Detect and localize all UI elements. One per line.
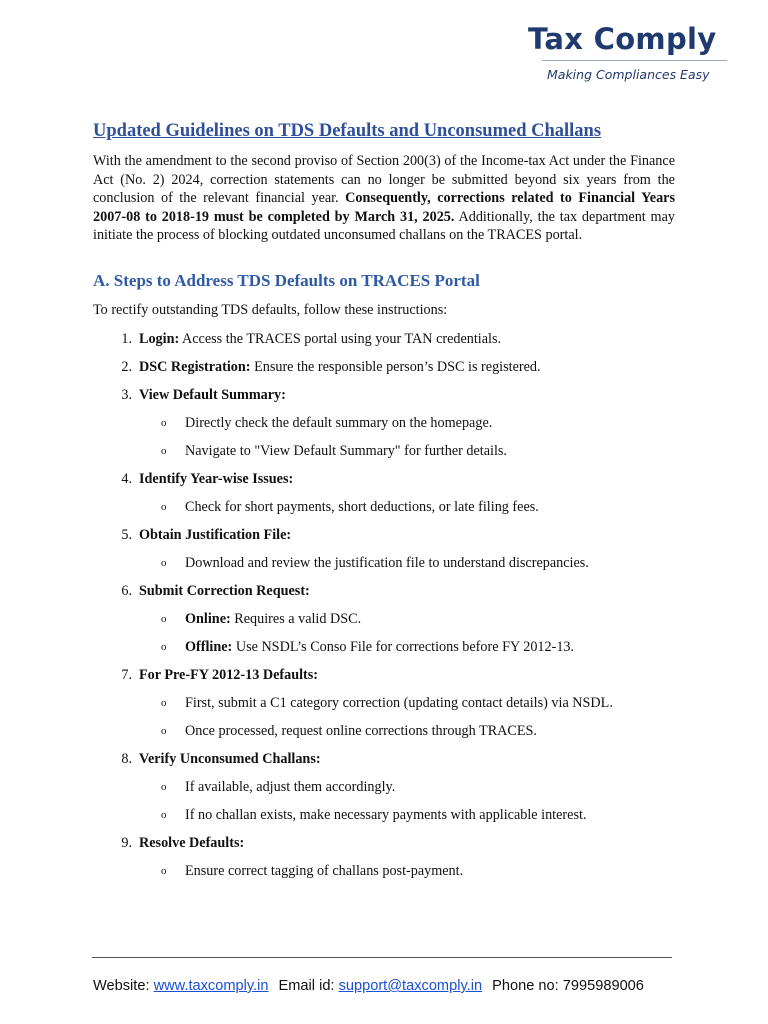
step-number: 5.: [121, 527, 132, 543]
step-text: Access the TRACES portal using your TAN credentials.: [179, 331, 502, 347]
bullet-icon: o: [161, 557, 167, 569]
sub-item-text: Check for short payments, short deductions, or late filing fees.: [185, 499, 539, 515]
step-number: 9.: [121, 835, 132, 851]
step-label: For Pre-FY 2012-13 Defaults:: [139, 667, 319, 683]
step-item: [139, 330, 501, 348]
sub-item-text: Ensure correct tagging of challans post-payment.: [185, 863, 464, 879]
intro-text-run: the tax department may initiate the process of blocking outdated unconsumed challans on the: [93, 208, 675, 244]
intro-text-run: Consequently, corrections related to: [345, 190, 572, 207]
logo-divider: [542, 60, 727, 61]
sub-item: [185, 638, 574, 656]
instructions-lead: To rectify outstanding TDS defaults, follow these instructions:: [93, 302, 448, 318]
bullet-icon: o: [161, 865, 167, 877]
document-title: Updated Guidelines on TDS Defaults and Unconsumed Challans: [93, 121, 602, 141]
bullet-icon: o: [161, 809, 167, 821]
step-item: [139, 470, 293, 488]
bullet-icon: o: [161, 613, 167, 625]
intro-text-run: Financial Years 2007-08 to 2018-19 must be completed by March 31, 2025.: [93, 190, 675, 225]
step-label: DSC Registration:: [139, 359, 251, 375]
footer: [93, 978, 644, 994]
sub-item-label: Offline:: [185, 639, 233, 655]
sub-item: [185, 442, 507, 460]
step-label: Identify Year-wise Issues:: [139, 471, 294, 487]
step-label: Resolve Defaults:: [139, 835, 245, 851]
sub-item: [185, 778, 395, 796]
bullet-icon: o: [161, 445, 167, 457]
step-number: 4.: [121, 471, 132, 487]
sub-item-label: Online:: [185, 611, 231, 627]
intro-text-run: Additionally,: [454, 208, 533, 225]
intro-text-run: TRACES portal.: [487, 227, 583, 244]
step-item: [139, 386, 286, 404]
sub-item-text: Once processed, request online corrections through TRACES.: [185, 723, 537, 739]
sub-item-text: Navigate to "View Default Summary" for further details.: [185, 443, 507, 459]
sub-item: [185, 498, 539, 516]
bullet-icon: o: [161, 725, 167, 737]
intro-text-run: from the conclusion of the relevant financial year.: [93, 171, 675, 207]
step-item: [139, 526, 291, 544]
step-number: 6.: [121, 583, 132, 599]
bullet-icon: o: [161, 697, 167, 709]
bullet-icon: o: [161, 781, 167, 793]
intro-text-run: With the amendment to the second proviso of Section 200(3) of the Income-tax Act under the: [93, 153, 627, 169]
sub-item-text: If available, adjust them accordingly.: [185, 779, 396, 795]
email-link[interactable]: support@taxcomply.in: [338, 978, 483, 994]
sub-item-text: Requires a valid DSC.: [230, 611, 362, 627]
step-item: [139, 666, 318, 684]
step-number: 7.: [121, 667, 132, 683]
logo: [528, 22, 728, 82]
step-item: [139, 750, 321, 768]
bullet-icon: o: [161, 501, 167, 513]
sub-item: [185, 806, 586, 824]
intro-paragraph: [93, 152, 675, 245]
step-number: 1.: [121, 331, 132, 347]
logo-tagline: Making Compliances Easy: [547, 67, 710, 82]
step-label: Obtain Justification File:: [139, 527, 292, 543]
bullet-icon: o: [161, 417, 167, 429]
sub-item-text: First, submit a C1 category correction (updating contact details) via NSDL.: [185, 695, 613, 711]
sub-item: [185, 694, 613, 712]
footer-divider: [92, 957, 672, 958]
phone-label: Phone no:: [492, 978, 559, 994]
intro-text-run: Finance Act (No. 2) 2024, correction statements can no longer be submitted beyond six years: [93, 153, 675, 188]
step-item: [139, 582, 310, 600]
website-label: Website:: [93, 978, 150, 994]
sub-item-text: Use NSDL’s Conso File for corrections before FY 2012-13.: [232, 639, 575, 655]
bullet-icon: o: [161, 641, 167, 653]
sub-item-text: Download and review the justification file to understand discrepancies.: [185, 555, 589, 571]
step-label: Verify Unconsumed Challans:: [139, 751, 321, 767]
sub-item-text: If no challan exists, make necessary payments with applicable interest.: [185, 807, 587, 823]
step-label: View Default Summary:: [139, 387, 286, 403]
step-text: Ensure the responsible person’s DSC is registered.: [250, 359, 541, 375]
phone-number: 7995989006: [562, 978, 644, 994]
sub-item: [185, 554, 589, 572]
website-link[interactable]: www.taxcomply.in: [153, 978, 269, 994]
step-label: Submit Correction Request:: [139, 583, 310, 599]
logo-title: Tax Comply: [528, 22, 717, 56]
step-label: Login:: [139, 331, 180, 347]
section-heading: A. Steps to Address TDS Defaults on TRACES Portal: [93, 271, 480, 290]
step-item: [139, 834, 244, 852]
step-item: [139, 358, 541, 376]
sub-item: [185, 862, 463, 880]
sub-item-text: Directly check the default summary on the homepage.: [185, 415, 493, 431]
sub-item: [185, 610, 361, 628]
step-number: 3.: [121, 387, 132, 403]
sub-item: [185, 722, 537, 740]
sub-item: [185, 414, 492, 432]
email-label: Email id:: [278, 978, 335, 994]
step-number: 8.: [121, 751, 132, 767]
step-number: 2.: [121, 359, 132, 375]
